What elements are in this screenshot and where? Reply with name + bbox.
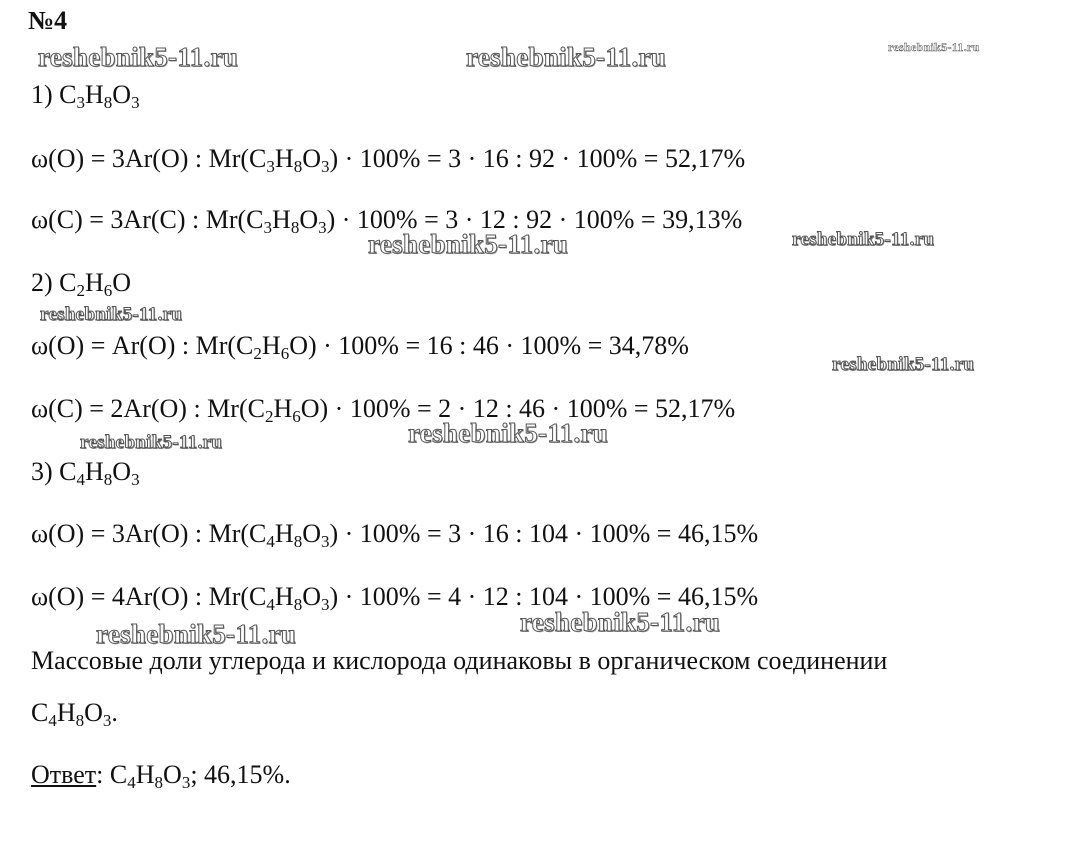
- item-3-oxygen-fraction: ω(O) = 3Ar(O) : $Mr(C_4H_8O_3) \cdot 100\% = 3 \cdot 16$ : 104 · 100% = 46,15%: [31, 519, 759, 551]
- watermark: reshebnik5-11.ru: [96, 619, 297, 649]
- watermark: reshebnik5-11.ru: [408, 418, 609, 448]
- item-2-formula: 2) $C_2H_6O$: [31, 268, 132, 300]
- watermark: reshebnik5-11.ru: [368, 229, 569, 259]
- item-1-formula: 1) $C_3H_8O_3$: [31, 80, 140, 112]
- item-1-oxygen-fraction: ω(O) = 3Ar(O) : $Mr(C_3H_8O_3) \cdot 100\% = 3 \cdot 16$ : 92 · 100% = 52,17%: [31, 144, 746, 176]
- watermark: reshebnik5-11.ru: [832, 354, 975, 375]
- watermark: reshebnik5-11.ru: [38, 42, 239, 72]
- item-2-carbon-fraction: ω(C) = 2Ar(O) : $Mr(C_2H_6O) \cdot 100\% = 2 \cdot 12$ : 46 · 100% = 52,17%: [31, 394, 736, 426]
- watermark: reshebnik5-11.ru: [466, 42, 667, 72]
- watermark: reshebnik5-11.ru: [80, 432, 223, 453]
- watermark: reshebnik5-11.ru: [40, 304, 183, 325]
- item-1-carbon-fraction: ω(C) = 3Ar(C) : $Mr(C_3H_8O_3) \cdot 100\% = 3 \cdot 12$ : 92 · 100% = 39,13%: [31, 205, 743, 237]
- answer-line: Ответ: $C_4H_8O_3$; 46,15%.: [31, 760, 291, 792]
- item-3-formula: 3) $C_4H_8O_3$: [31, 457, 140, 489]
- conclusion-formula: $C_4H_8O_3$.: [31, 698, 118, 730]
- answer-label: Ответ: [31, 760, 97, 789]
- problem-number: №4: [28, 6, 68, 35]
- watermark: reshebnik5-11.ru: [520, 607, 721, 637]
- watermark: reshebnik5-11.ru: [888, 40, 980, 54]
- item-2-oxygen-fraction: ω(O) = Ar(O) : $Mr(C_2H_6O) \cdot 100\% = 16$ : 46 · 100% = 34,78%: [31, 331, 689, 363]
- conclusion-text: Массовые доли углерода и кислорода одинаковы в органическом соединении: [31, 646, 888, 675]
- watermark: reshebnik5-11.ru: [792, 229, 935, 250]
- item-3-second-fraction: ω(O) = 4Ar(O) : $Mr(C_4H_8O_3) \cdot 100\% = 4 \cdot 12$ : 104 · 100% = 46,15%: [31, 582, 759, 614]
